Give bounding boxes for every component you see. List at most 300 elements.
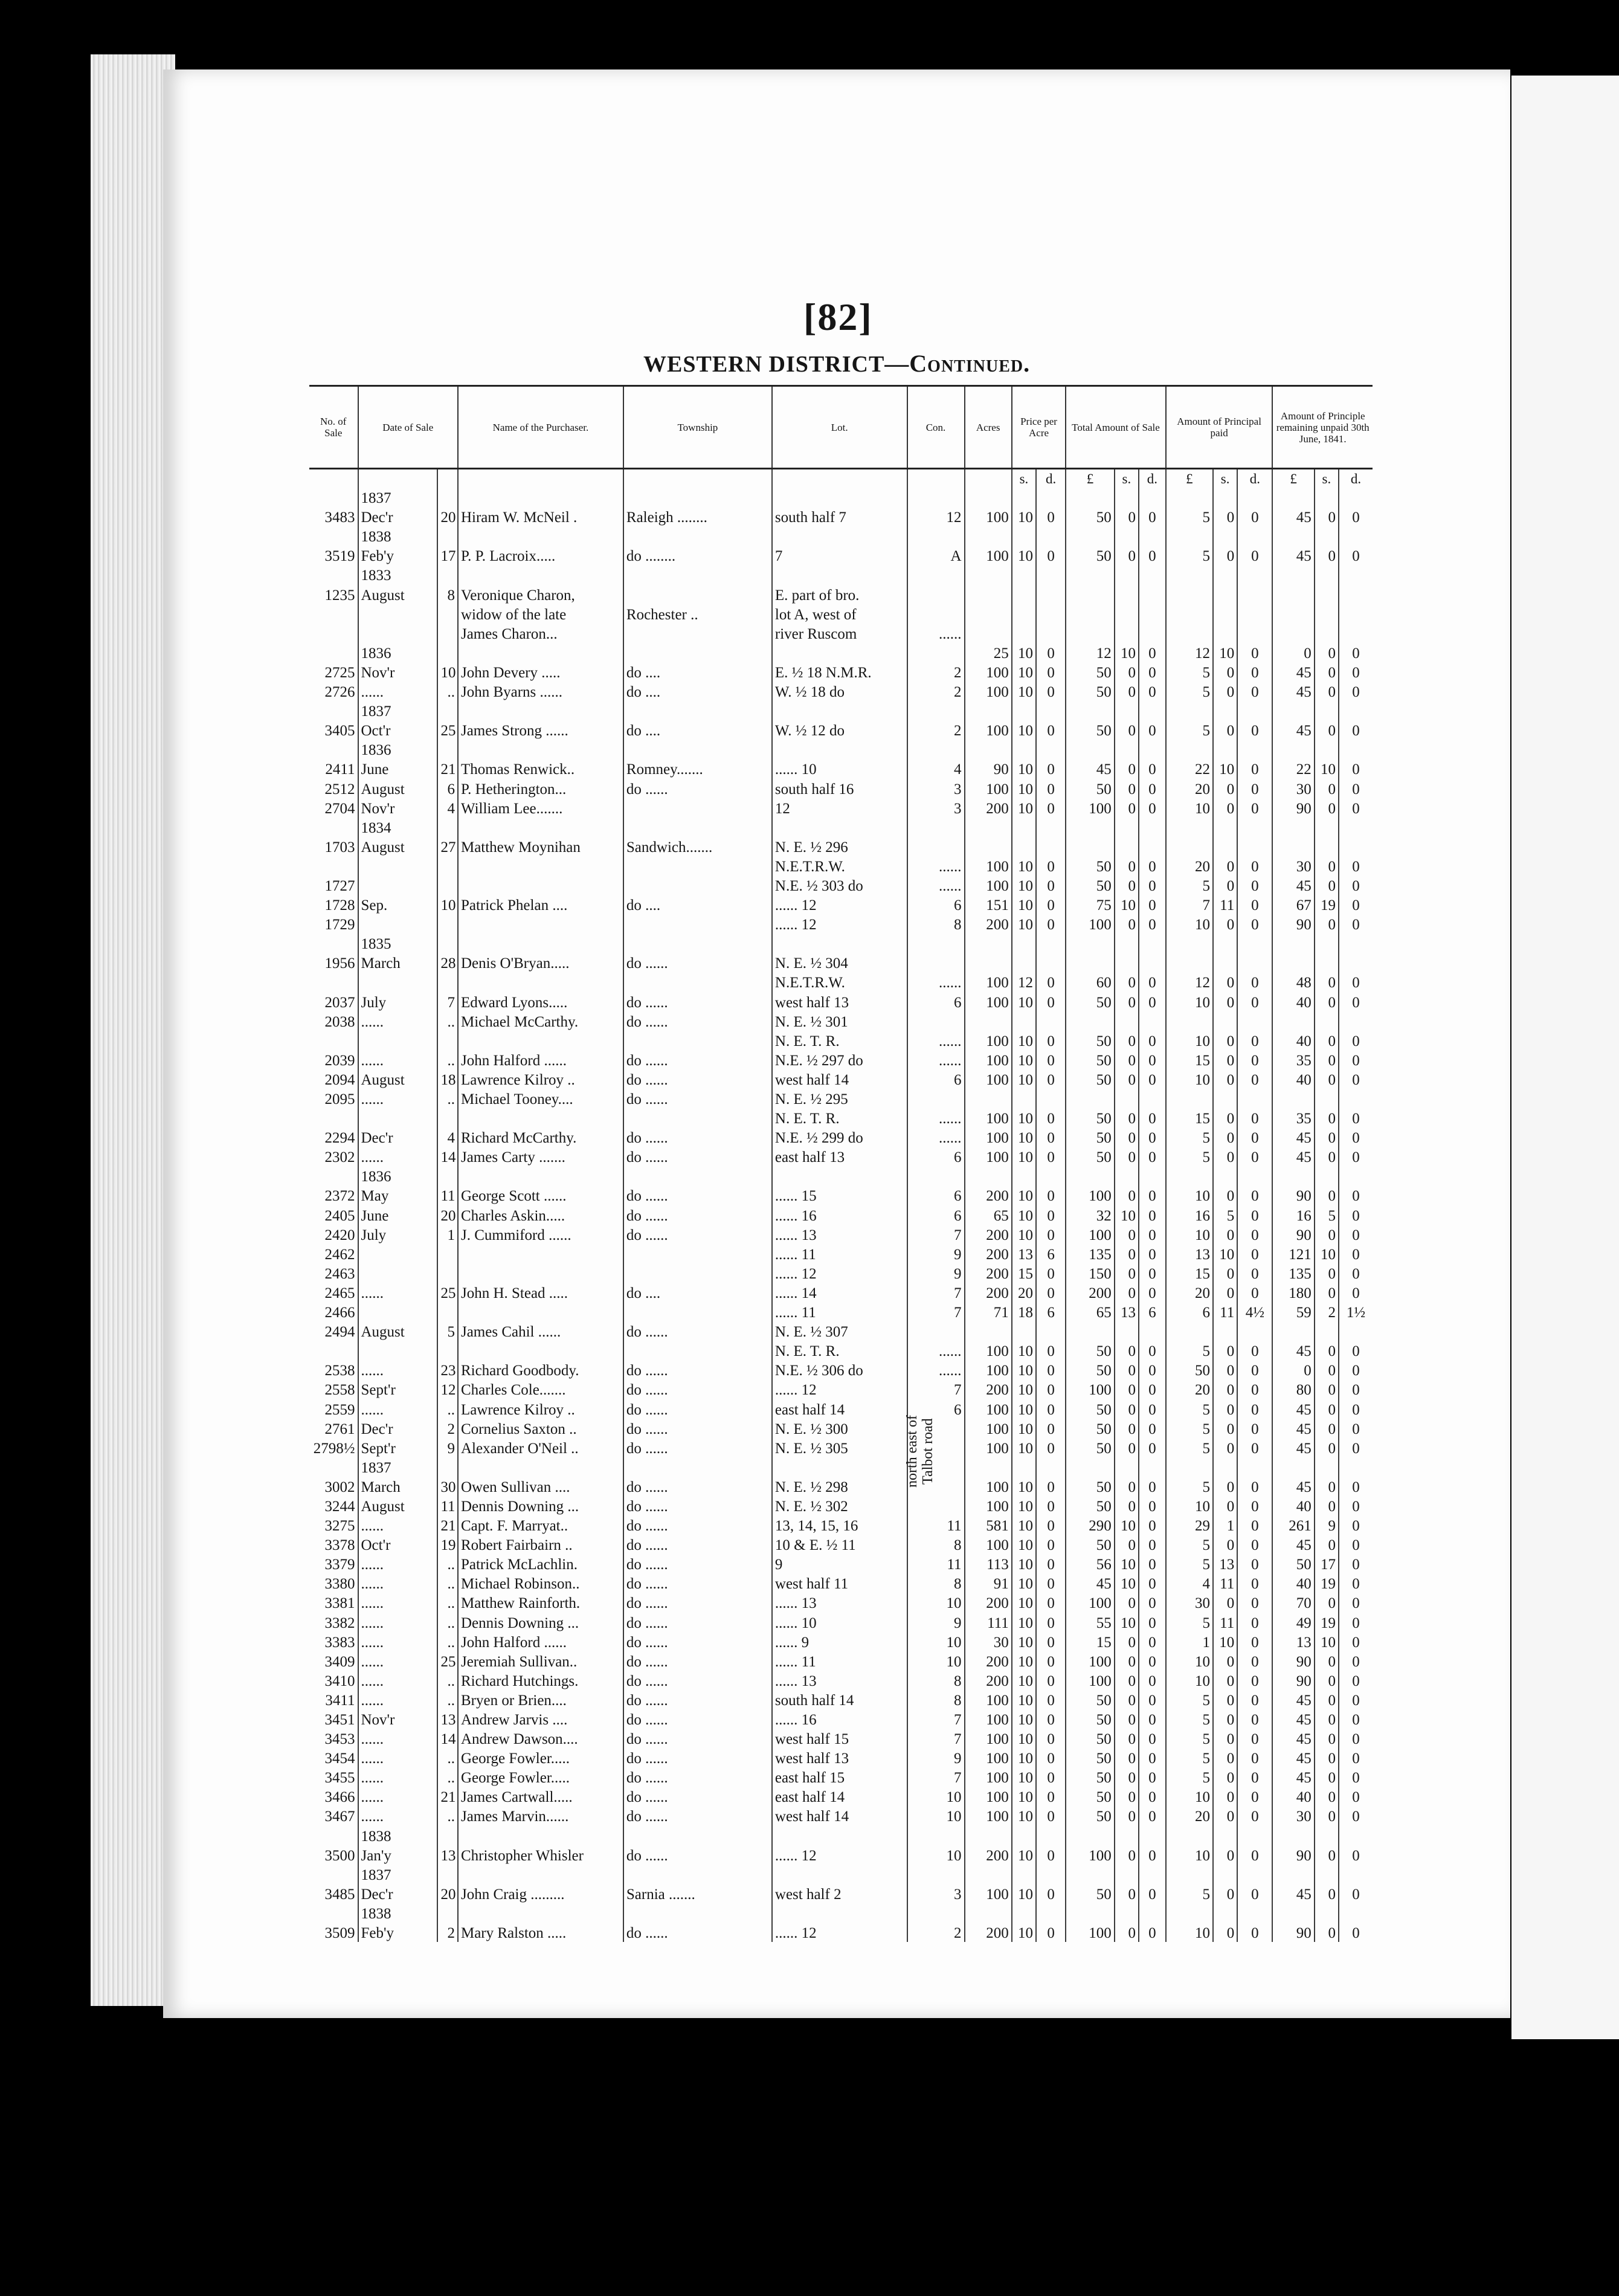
paid-pence: 0: [1237, 1050, 1272, 1069]
purchaser-name: [458, 1903, 623, 1923]
total-pence: 0: [1139, 1379, 1166, 1399]
paid-pence: 4½: [1237, 1302, 1272, 1321]
sale-day: ..: [437, 1690, 458, 1709]
total-shillings: 10: [1115, 1515, 1139, 1535]
header-township: Township: [623, 386, 772, 469]
acres: [965, 837, 1012, 856]
paid-pounds: 10: [1166, 1671, 1213, 1690]
lot: 12: [772, 798, 907, 817]
concession: 6: [907, 992, 965, 1011]
table-row: [309, 565, 1373, 584]
concession: 12: [907, 507, 965, 526]
total-pounds: 12: [1066, 643, 1115, 662]
acres: 100: [965, 1884, 1012, 1903]
unpaid-pounds: [1272, 1903, 1314, 1923]
price-pence: [1036, 817, 1066, 837]
price-pence: [1036, 934, 1066, 953]
sale-day: [437, 488, 458, 507]
paid-pence: [1237, 624, 1272, 643]
paid-shillings: 0: [1213, 720, 1237, 740]
price-pence: 0: [1036, 798, 1066, 817]
total-pounds: [1066, 488, 1115, 507]
total-shillings: [1115, 701, 1139, 720]
paid-pounds: 15: [1166, 1050, 1213, 1069]
concession: [907, 740, 965, 759]
total-pence: 0: [1139, 1748, 1166, 1767]
lot: E. part of bro.: [772, 584, 907, 604]
unpaid-pence: 0: [1352, 994, 1360, 1011]
paid-pence: [1237, 604, 1272, 624]
township: [623, 526, 772, 546]
price-shillings: [1012, 1825, 1036, 1845]
price-pence: 0: [1036, 1283, 1066, 1302]
paid-pence: [1237, 953, 1272, 972]
sale-day: 20: [437, 1884, 458, 1903]
acres: 100: [965, 662, 1012, 682]
unpaid-pounds: 40: [1272, 1031, 1314, 1050]
paid-pence: 0: [1237, 1438, 1272, 1457]
paid-pence: 0: [1237, 1031, 1272, 1050]
purchaser-name: Hiram W. McNeil .: [458, 507, 623, 526]
sale-number: 2039: [309, 1050, 358, 1069]
paid-pounds: [1166, 584, 1213, 604]
total-shillings: 0: [1115, 1031, 1139, 1050]
sale-month: May: [358, 1185, 438, 1205]
paid-shillings: 0: [1213, 1263, 1237, 1283]
unpaid-shillings: 0: [1315, 992, 1339, 1011]
sale-number: [309, 1031, 358, 1050]
unpaid-shillings: 10: [1315, 1244, 1339, 1263]
total-pounds: [1066, 584, 1115, 604]
paid-pounds: 15: [1166, 1263, 1213, 1283]
header-no: No. of Sale: [309, 386, 358, 469]
unpaid-shillings: [1315, 1865, 1339, 1884]
price-shillings: 10: [1012, 1923, 1036, 1942]
table-row: [309, 895, 1373, 914]
price-shillings: 10: [1012, 507, 1036, 526]
township: [623, 1244, 772, 1263]
sale-month: [358, 914, 438, 934]
sale-number: 2420: [309, 1225, 358, 1244]
sale-number: 1956: [309, 953, 358, 972]
paid-pounds: [1166, 953, 1213, 972]
lot: N.E. ½ 306 do: [772, 1360, 907, 1379]
total-pence: 0: [1139, 720, 1166, 740]
paid-pounds: 10: [1166, 1845, 1213, 1865]
sale-day: 18: [437, 1069, 458, 1089]
lot: [772, 817, 907, 837]
unit-unpaid-pound: £: [1272, 469, 1314, 488]
concession: 7: [907, 1767, 965, 1787]
paid-shillings: [1213, 604, 1237, 624]
paid-pounds: 5: [1166, 720, 1213, 740]
total-pounds: 100: [1066, 1923, 1115, 1942]
unpaid-pence: 0: [1352, 1789, 1360, 1806]
paid-shillings: 0: [1213, 1379, 1237, 1399]
unpaid-pounds: 45: [1272, 662, 1314, 682]
unpaid-pounds: 0: [1272, 643, 1314, 662]
unpaid-shillings: [1315, 584, 1339, 604]
unpaid-pounds: [1272, 1321, 1314, 1341]
total-pounds: 45: [1066, 759, 1115, 778]
price-shillings: 10: [1012, 1147, 1036, 1166]
unpaid-shillings: 0: [1315, 1884, 1339, 1903]
purchaser-name: Cornelius Saxton ..: [458, 1419, 623, 1438]
purchaser-name: John Byarns ......: [458, 682, 623, 701]
table-row: [309, 1108, 1373, 1127]
sale-number: 2798½: [309, 1438, 358, 1457]
paid-pence: 0: [1237, 992, 1272, 1011]
price-shillings: [1012, 1903, 1036, 1923]
purchaser-name: [458, 1302, 623, 1321]
total-pence: [1139, 817, 1166, 837]
sale-number: 3378: [309, 1535, 358, 1554]
paid-shillings: 0: [1213, 1341, 1237, 1360]
sale-number: [309, 624, 358, 643]
acres: 100: [965, 546, 1012, 565]
total-shillings: 0: [1115, 1185, 1139, 1205]
unpaid-pence: 0: [1352, 548, 1360, 565]
unpaid-shillings: 19: [1315, 1573, 1339, 1593]
paid-shillings: 0: [1213, 856, 1237, 876]
price-shillings: 10: [1012, 778, 1036, 798]
sale-month: 1837: [358, 701, 438, 720]
price-pence: 0: [1036, 546, 1066, 565]
concession: 10: [907, 1632, 965, 1651]
table-row: [309, 1457, 1373, 1477]
sale-month: ......: [358, 1651, 438, 1671]
total-pounds: 50: [1066, 1477, 1115, 1496]
purchaser-name: [458, 1263, 623, 1283]
unpaid-pounds: 35: [1272, 1108, 1314, 1127]
price-shillings: 10: [1012, 1884, 1036, 1903]
total-pence: [1139, 934, 1166, 953]
paid-pounds: [1166, 1011, 1213, 1031]
price-pence: 0: [1036, 1069, 1066, 1089]
sale-day: [437, 876, 458, 895]
table-row: [309, 914, 1373, 934]
purchaser-name: Lawrence Kilroy ..: [458, 1399, 623, 1418]
lot: ...... 16: [772, 1709, 907, 1729]
lot: N. E. ½ 296: [772, 837, 907, 856]
sale-day: 4: [437, 1127, 458, 1147]
unpaid-shillings: [1315, 1011, 1339, 1031]
sale-day: [437, 1457, 458, 1477]
township: do ......: [623, 1612, 772, 1631]
sale-day: 9: [437, 1438, 458, 1457]
unpaid-shillings: 0: [1315, 1399, 1339, 1418]
acres: 100: [965, 1535, 1012, 1554]
sale-month: ......: [358, 1593, 438, 1612]
sale-day: ..: [437, 1573, 458, 1593]
purchaser-name: Edward Lyons.....: [458, 992, 623, 1011]
paid-pence: [1237, 1903, 1272, 1923]
lot: N.E.T.R.W.: [772, 856, 907, 876]
paid-pence: 0: [1237, 895, 1272, 914]
paid-shillings: 0: [1213, 1593, 1237, 1612]
sale-month: 1838: [358, 1903, 438, 1923]
sale-month: [358, 624, 438, 643]
unpaid-pence: [1339, 488, 1373, 507]
acres: [965, 1825, 1012, 1845]
total-shillings: [1115, 1089, 1139, 1108]
total-shillings: 0: [1115, 1767, 1139, 1787]
township: do ......: [623, 1573, 772, 1593]
sale-month: ......: [358, 682, 438, 701]
paid-shillings: 0: [1213, 1671, 1237, 1690]
table-row: [309, 1573, 1373, 1593]
unpaid-pounds: 40: [1272, 1069, 1314, 1089]
total-pounds: 50: [1066, 507, 1115, 526]
lot: east half 15: [772, 1767, 907, 1787]
sale-number: 3383: [309, 1632, 358, 1651]
concession: 3: [907, 1884, 965, 1903]
paid-pounds: 10: [1166, 1031, 1213, 1050]
price-pence: 0: [1036, 1185, 1066, 1205]
paid-pounds: 29: [1166, 1515, 1213, 1535]
price-shillings: 10: [1012, 895, 1036, 914]
paid-pounds: [1166, 934, 1213, 953]
price-pence: 0: [1036, 643, 1066, 662]
acres: [965, 1903, 1012, 1923]
total-pounds: 75: [1066, 895, 1115, 914]
unpaid-pence: 0: [1352, 1731, 1360, 1748]
total-shillings: [1115, 624, 1139, 643]
acres: 100: [965, 507, 1012, 526]
acres: 200: [965, 1671, 1012, 1690]
acres: 100: [965, 1709, 1012, 1729]
total-shillings: 0: [1115, 992, 1139, 1011]
sale-month: ......: [358, 1515, 438, 1535]
total-shillings: 0: [1115, 1884, 1139, 1903]
lot: west half 13: [772, 992, 907, 1011]
total-shillings: 0: [1115, 1748, 1139, 1767]
price-pence: [1036, 1011, 1066, 1031]
purchaser-name: William Lee.......: [458, 798, 623, 817]
unpaid-pence: [1339, 934, 1373, 953]
price-shillings: 10: [1012, 798, 1036, 817]
total-pounds: 50: [1066, 662, 1115, 682]
total-pounds: 15: [1066, 1632, 1115, 1651]
total-pence: 0: [1139, 1573, 1166, 1593]
price-shillings: [1012, 1166, 1036, 1185]
sale-number: 2294: [309, 1127, 358, 1147]
paid-pence: 0: [1237, 914, 1272, 934]
total-pence: 0: [1139, 895, 1166, 914]
unpaid-pounds: 30: [1272, 1806, 1314, 1825]
price-pence: 0: [1036, 1477, 1066, 1496]
total-shillings: 0: [1115, 1651, 1139, 1671]
total-shillings: 0: [1115, 507, 1139, 526]
table-row: [309, 507, 1373, 526]
sale-number: [309, 1457, 358, 1477]
paid-shillings: 11: [1213, 895, 1237, 914]
unpaid-pounds: 22: [1272, 759, 1314, 778]
township: do ......: [623, 1147, 772, 1166]
unpaid-shillings: 19: [1315, 895, 1339, 914]
total-shillings: 0: [1115, 1419, 1139, 1438]
sale-month: Dec'r: [358, 1419, 438, 1438]
table-row: [309, 817, 1373, 837]
sale-month: 1833: [358, 565, 438, 584]
purchaser-name: [458, 1457, 623, 1477]
table-row: [309, 1729, 1373, 1748]
total-pence: 0: [1139, 1205, 1166, 1224]
concession: 2: [907, 662, 965, 682]
township: do ....: [623, 895, 772, 914]
unpaid-shillings: 0: [1315, 546, 1339, 565]
price-shillings: [1012, 1089, 1036, 1108]
total-pounds: 50: [1066, 682, 1115, 701]
unpaid-pounds: 80: [1272, 1379, 1314, 1399]
unpaid-pounds: 45: [1272, 1767, 1314, 1787]
purchaser-name: [458, 1865, 623, 1884]
total-pence: 0: [1139, 972, 1166, 992]
unpaid-pence: 0: [1352, 1111, 1360, 1127]
sale-day: 14: [437, 1729, 458, 1748]
sale-month: 1837: [358, 488, 438, 507]
unpaid-shillings: 0: [1315, 1845, 1339, 1865]
township: Rochester ..: [623, 604, 772, 624]
total-shillings: 0: [1115, 1535, 1139, 1554]
price-shillings: 10: [1012, 1690, 1036, 1709]
table-row: [309, 1283, 1373, 1302]
township: do ......: [623, 1767, 772, 1787]
sale-month: ......: [358, 1748, 438, 1767]
unpaid-pence: [1339, 604, 1373, 624]
unpaid-shillings: 0: [1315, 507, 1339, 526]
price-shillings: 10: [1012, 1360, 1036, 1379]
concession: [907, 526, 965, 546]
total-pounds: 50: [1066, 1729, 1115, 1748]
sale-month: [358, 604, 438, 624]
lot: ...... 12: [772, 1845, 907, 1865]
total-pounds: [1066, 1321, 1115, 1341]
price-pence: [1036, 1089, 1066, 1108]
unpaid-pounds: 90: [1272, 1185, 1314, 1205]
table-body: [309, 469, 1373, 1943]
township: do ....: [623, 662, 772, 682]
unpaid-pence: 0: [1352, 1285, 1360, 1301]
total-shillings: [1115, 837, 1139, 856]
price-pence: 0: [1036, 1108, 1066, 1127]
table-row: [309, 584, 1373, 604]
paid-shillings: 11: [1213, 1573, 1237, 1593]
unpaid-pence: [1339, 1011, 1373, 1031]
acres: 100: [965, 1127, 1012, 1147]
total-pounds: 50: [1066, 546, 1115, 565]
unpaid-pence: 0: [1352, 1634, 1360, 1651]
unpaid-pence: [1339, 565, 1373, 584]
purchaser-name: James Carty .......: [458, 1147, 623, 1166]
purchaser-name: Andrew Dawson....: [458, 1729, 623, 1748]
sale-number: 3483: [309, 507, 358, 526]
total-pounds: 50: [1066, 876, 1115, 895]
total-shillings: 0: [1115, 972, 1139, 992]
sale-day: 27: [437, 837, 458, 856]
total-pounds: 50: [1066, 1360, 1115, 1379]
purchaser-name: [458, 701, 623, 720]
total-shillings: 0: [1115, 1671, 1139, 1690]
total-pence: [1139, 1903, 1166, 1923]
total-pence: 0: [1139, 1147, 1166, 1166]
table-row: [309, 662, 1373, 682]
unpaid-pence: [1339, 701, 1373, 720]
total-pence: [1139, 1166, 1166, 1185]
lot: N. E. ½ 305: [772, 1438, 907, 1457]
paid-pence: 0: [1237, 1612, 1272, 1631]
concession: 3: [907, 798, 965, 817]
total-pounds: [1066, 1903, 1115, 1923]
paid-pence: 0: [1237, 1244, 1272, 1263]
unpaid-shillings: [1315, 740, 1339, 759]
paid-pence: 0: [1237, 972, 1272, 992]
total-shillings: 10: [1115, 1205, 1139, 1224]
paid-pounds: [1166, 817, 1213, 837]
sale-month: Feb'y: [358, 1923, 438, 1942]
unpaid-shillings: 0: [1315, 1419, 1339, 1438]
total-pence: 0: [1139, 1477, 1166, 1496]
concession: [907, 934, 965, 953]
paid-shillings: [1213, 565, 1237, 584]
sale-number: 3382: [309, 1612, 358, 1631]
paid-pounds: [1166, 1903, 1213, 1923]
table-row: [309, 1690, 1373, 1709]
price-pence: [1036, 526, 1066, 546]
purchaser-name: Dennis Downing ...: [458, 1496, 623, 1515]
township: [623, 1825, 772, 1845]
purchaser-name: John Devery .....: [458, 662, 623, 682]
concession: 9: [907, 1244, 965, 1263]
price-shillings: 10: [1012, 1419, 1036, 1438]
paid-pounds: 12: [1166, 643, 1213, 662]
concession: [907, 604, 965, 624]
unpaid-pence: 0: [1352, 1188, 1360, 1205]
township: [623, 817, 772, 837]
sale-month: 1837: [358, 1457, 438, 1477]
price-shillings: 20: [1012, 1283, 1036, 1302]
acres: [965, 624, 1012, 643]
unpaid-pounds: 45: [1272, 720, 1314, 740]
sale-number: [309, 856, 358, 876]
unpaid-pence: 0: [1352, 1847, 1360, 1864]
table-row: [309, 1069, 1373, 1089]
township: do ......: [623, 1651, 772, 1671]
unpaid-pounds: 45: [1272, 1729, 1314, 1748]
total-pounds: 50: [1066, 1031, 1115, 1050]
price-shillings: 10: [1012, 759, 1036, 778]
paid-pence: [1237, 1166, 1272, 1185]
township: do ......: [623, 1379, 772, 1399]
sale-month: ......: [358, 1050, 438, 1069]
table-row: [309, 1612, 1373, 1631]
purchaser-name: [458, 1166, 623, 1185]
paid-pence: 0: [1237, 1806, 1272, 1825]
sale-day: 21: [437, 1515, 458, 1535]
unpaid-pounds: 30: [1272, 778, 1314, 798]
lot: N. E. ½ 307: [772, 1321, 907, 1341]
sale-month: Nov'r: [358, 662, 438, 682]
paid-shillings: 0: [1213, 1438, 1237, 1457]
acres: 100: [965, 1729, 1012, 1748]
table-row: [309, 1748, 1373, 1767]
paid-shillings: 10: [1213, 643, 1237, 662]
total-shillings: 0: [1115, 1496, 1139, 1515]
unpaid-shillings: 0: [1315, 1147, 1339, 1166]
township: do ......: [623, 1806, 772, 1825]
sale-number: 3519: [309, 546, 358, 565]
lot: west half 13: [772, 1748, 907, 1767]
